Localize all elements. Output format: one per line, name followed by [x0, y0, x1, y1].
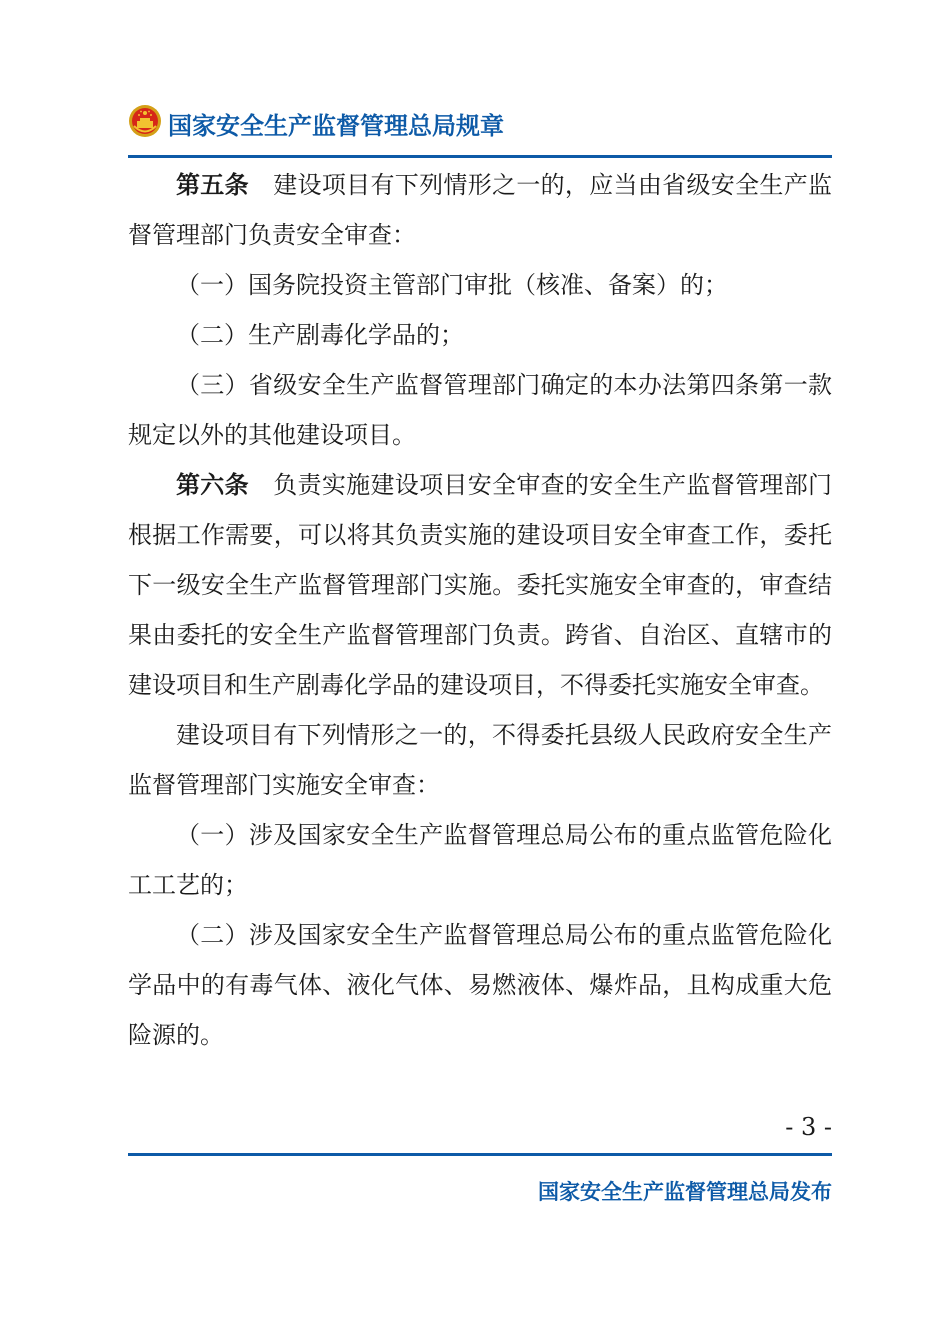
article-6-paragraph — [128, 460, 832, 710]
page-number: - 3 - — [785, 1113, 832, 1141]
article-6-label: 第六条 — [176, 471, 249, 499]
article-5-label: 第五条 — [176, 171, 249, 199]
article-5-text: 建设项目有下列情形之一的，应当由省级安全生产监督管理部门负责安全审查： — [128, 171, 833, 249]
national-emblem-icon — [128, 104, 162, 138]
article-5-item-2: （二）生产剧毒化学品的； — [176, 321, 464, 349]
article-6-item-2: （二）涉及国家安全生产监督管理总局公布的重点监管危险化学品中的有毒气体、液化气体、易燃液体、爆炸品，且构成重大危险源的。 — [128, 921, 832, 1049]
header-title: 国家安全生产监督管理总局规章 — [168, 112, 504, 140]
article-5-paragraph — [128, 160, 832, 260]
footer-divider — [128, 1153, 832, 1156]
article-5-item-1: （一）国务院投资主管部门审批（核准、备案）的； — [176, 271, 728, 299]
page-header — [128, 98, 832, 154]
header-divider — [128, 155, 832, 158]
article-6-item-1: （一）涉及国家安全生产监督管理总局公布的重点监管危险化工工艺的； — [128, 821, 832, 899]
article-6-text: 负责实施建设项目安全审查的安全生产监督管理部门根据工作需要，可以将其负责实施的建设项目安全审查工作，委托下一级安全生产监督管理部门实施。委托实施安全审查的，审查结果由委托的安全生产监督管理部门负责。跨省、自治区、直辖市的建设项目和生产剧毒化学品的建设项目，不得委托实施安全审查。 — [128, 471, 833, 699]
document-body — [128, 160, 832, 1060]
article-5-item-3: （三）省级安全生产监督管理部门确定的本办法第四条第一款规定以外的其他建设项目。 — [128, 371, 832, 449]
article-6-paragraph-2: 建设项目有下列情形之一的，不得委托县级人民政府安全生产监督管理部门实施安全审查： — [128, 721, 832, 799]
footer-publisher: 国家安全生产监督管理总局发布 — [538, 1180, 832, 1204]
